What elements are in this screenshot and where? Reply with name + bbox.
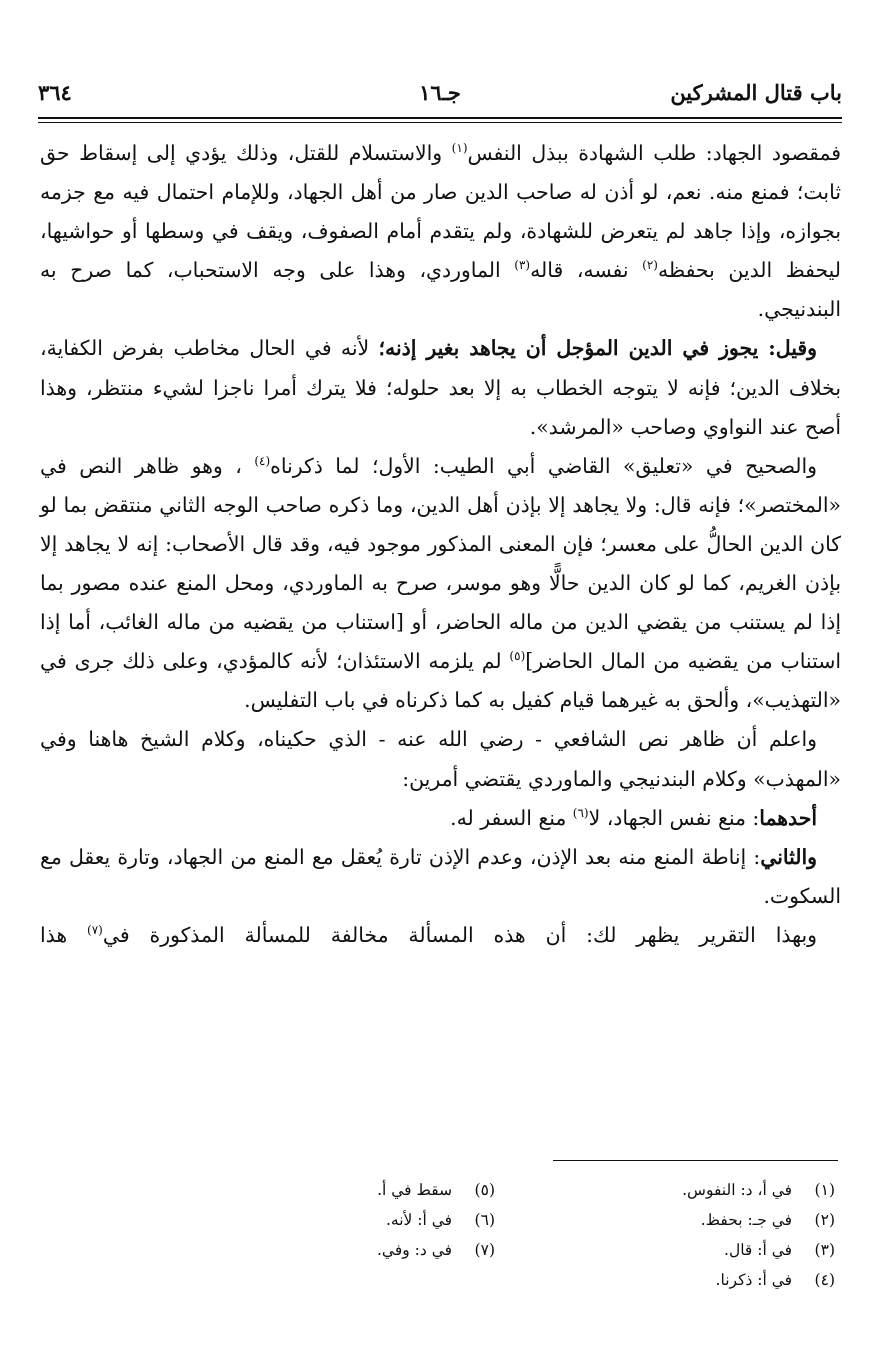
footnote [575,1205,835,1235]
paragraph [40,720,841,798]
paragraph [40,838,841,916]
footnote-text: في أ، د: النفوس. [682,1181,793,1199]
footnote [575,1175,835,1205]
footnote-text: سقط في أ. [377,1181,453,1199]
footnote-text: في جـ: بحفظ. [700,1211,793,1229]
paragraph [40,799,841,838]
text-run: منع السفر له. [450,805,573,830]
header-rule-thin [38,122,842,123]
text-run: والصحيح في «تعليق» القاضي أبي الطيب: الأول؛ لما ذكرناه [270,453,817,478]
bold-text: يجوز في الدين المؤجل أن يجاهد بغير إذنه؛ [378,336,759,361]
footnotes-column-left [235,1175,495,1265]
chapter-title: باب قتال المشركين [670,80,842,105]
footnote-number: (٦) [474,1211,495,1229]
footnote-text: في أ: ذكرنا. [715,1271,793,1289]
text-run: واعلم أن ظاهر نص الشافعي - رضي الله عنه - الذي حكيناه، وكلام الشيخ هاهنا وفي «المهذب» وكلام البندنيجي والماوردي يقتضي أمرين: [40,727,841,791]
footnote-ref: (٤) [254,453,271,468]
bold-text: والثاني [760,844,817,869]
footnote-number: (٣) [814,1241,835,1259]
footnote [575,1235,835,1265]
footnote-number: (٢) [814,1211,835,1229]
footnote-number: (٧) [474,1241,495,1259]
text-run: هذا [40,922,88,947]
footnote [235,1205,495,1235]
page-number: ٣٦٤ [38,80,72,105]
text-run: وبهذا التقرير يظهر لك: أن هذه المسألة مخالفة للمسألة المذكورة في [102,922,817,947]
paragraph [40,916,841,955]
bold-text: أحدهما [759,805,817,830]
footnote [235,1175,495,1205]
footnote-ref: (٣) [514,258,531,273]
running-head [38,80,842,112]
footnote-text: في أ: قال. [724,1241,793,1259]
footnote-text: في أ: لأنه. [385,1211,453,1229]
footnotes-column-right [575,1175,835,1295]
text-run: لأنه في الحال مخاطب بفرض الكفاية، بخلاف الدين؛ فإنه لا يتوجه الخطاب به إلا بعد حلوله؛ فلا يترك أمرا ناجزا لشيء منتظر، وهذا أصح عند النواوي وصاحب «المرشد». [40,336,841,439]
text-run: نفسه، قاله [530,258,643,283]
footnote-rule [553,1160,838,1161]
text-run: : إناطة المنع منه بعد الإذن، وعدم الإذن تارة يُعقل مع المنع من الجهاد، وتارة يعقل مع السكوت. [40,844,841,908]
text-run: : منع نفس الجهاد، لا [588,805,760,830]
footnote [235,1235,495,1265]
text-run: والاستسلام للقتل، وذلك يؤدي إلى إسقاط حق ثابت؛ فمنع منه. نعم، لو أذن له صاحب الدين صار من أهل الجهاد، وللإمام احتمال فيه مع جزمه بجوازه، وإذا جاهد لم يتعرض للشهادة، ولم يتقدم أمام الصفوف، ويقف في وسطها أو حواشيها، ليحفظ الدين بحفظه [40,141,841,283]
text-run: لم يلزمه الاستئذان؛ لأنه كالمؤدي، وعلى ذلك جرى في «التهذيب»، وألحق به غيرهما قيام كفيل به كما ذكرناه في باب التفليس. [40,649,841,713]
volume-label: جـ١٦ [419,80,461,105]
text-run: ، وهو ظاهر النص في «المختصر»؛ فإنه قال: ولا يجاهد إلا بإذن أهل الدين، وما ذكره صاحب الوجه الثاني منتقض بما لو كان الدين الحالُّ على معسر؛ فإن المعنى المذكور موجود فيه، وقد قال الأصحاب: إنه لا يجاهد إلا بإذن الغريم، كما لو كان الدين حالًّا وهو موسر، صرح به الماوردي، ومحل المنع عنده مصور بما إذا لم يستنب من يقضي الدين من ماله الحاضر، أو [استناب من يقضيه من ماله الغائب، أما إذا استناب من يقضيه من المال الحاضر] [40,453,841,674]
footnote-ref: (٢) [642,258,658,273]
footnote-ref: (١) [451,141,468,156]
text-run: فمقصود الجهاد: طلب الشهادة ببذل النفس [467,141,841,165]
paragraph [40,134,841,329]
footnote-text: في د: وفي. [377,1241,453,1259]
footnote-ref: (٥) [509,649,526,664]
body-text [40,134,841,955]
footnote-ref: (٧) [87,923,103,938]
bold-text: وقيل: [758,336,817,361]
footnote-number: (٤) [814,1271,835,1289]
footnote-number: (٥) [474,1181,495,1199]
text-run: الماوردي، وهذا على وجه الاستحباب، كما صرح به البندنيجي. [40,258,841,322]
footnotes [235,1175,835,1315]
footnote-ref: (٦) [572,805,589,820]
paragraph [40,447,841,721]
footnote [575,1265,835,1295]
header-rule [38,117,842,119]
footnote-number: (١) [814,1181,835,1199]
paragraph [40,329,841,446]
